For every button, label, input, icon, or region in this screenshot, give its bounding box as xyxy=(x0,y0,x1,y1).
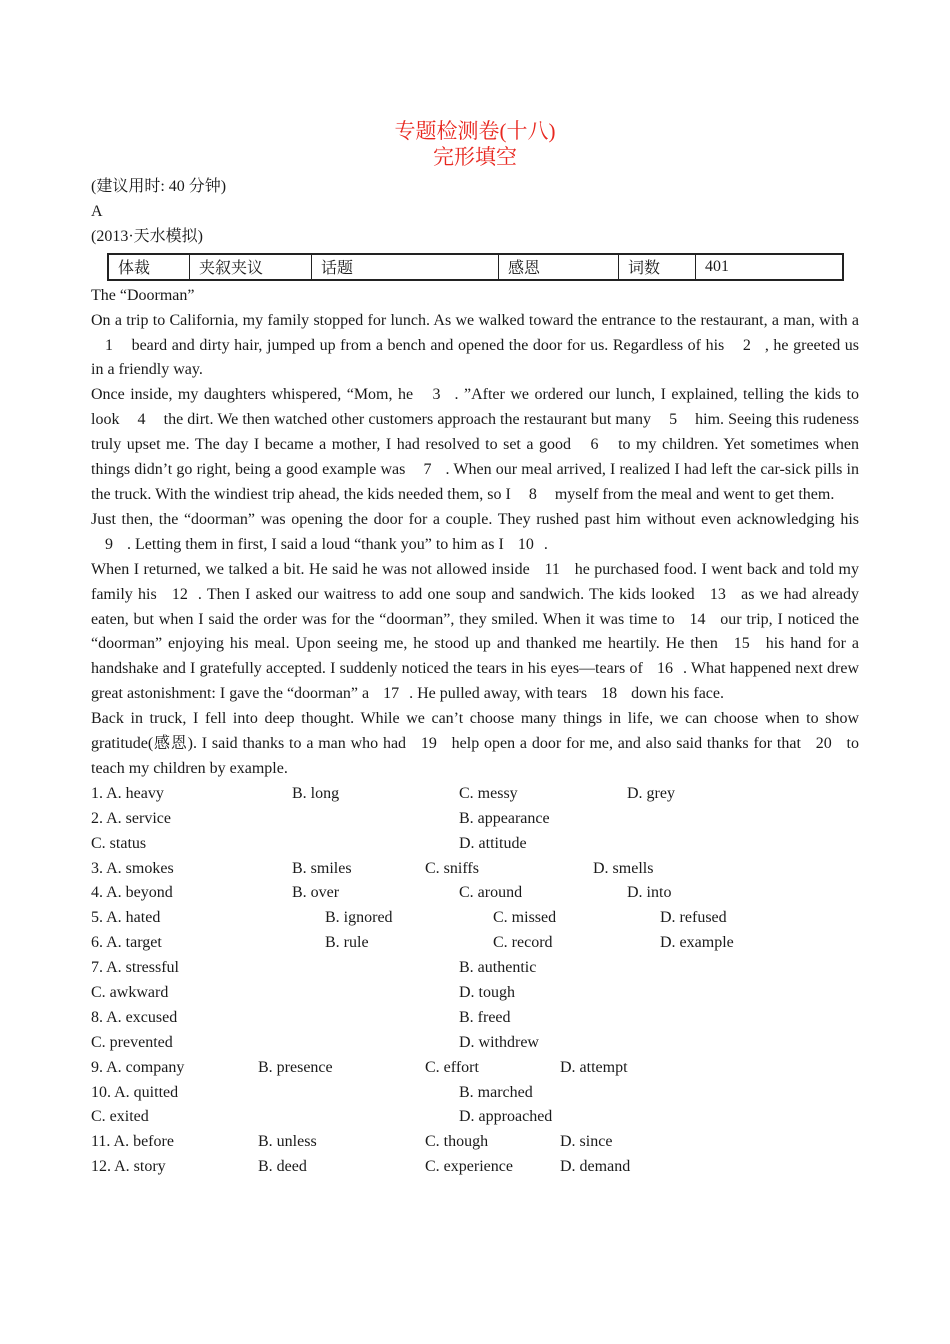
blank-number: 15 xyxy=(733,635,750,653)
option-row xyxy=(91,931,859,956)
option-choice: C. awkward xyxy=(91,983,169,1001)
option-row xyxy=(91,807,859,832)
option-row xyxy=(91,857,859,882)
blank-number: 7 xyxy=(423,461,432,479)
option-row xyxy=(91,1081,859,1106)
info-cell: 夹叙夹议 xyxy=(190,254,312,280)
passage-text: Back in truck, I fell into deep thought. While we can’t choose many things in life, we can choose when to show gratitude(感恩). I said thanks to a man who had xyxy=(91,710,859,753)
answer-options xyxy=(91,782,859,1180)
option-choice: 6. A. target xyxy=(91,934,162,952)
passage-text: On a trip to California, my family stopped for lunch. As we walked toward the entrance to the restaurant, a man, with a xyxy=(91,311,859,329)
blank-number: 13 xyxy=(709,585,726,603)
info-cell: 话题 xyxy=(312,254,499,280)
option-choice: D. approached xyxy=(459,1108,553,1126)
option-row xyxy=(91,881,859,906)
passage-text: Once inside, my daughters whispered, “Mom, he xyxy=(91,386,419,404)
option-choice: 2. A. service xyxy=(91,809,171,827)
option-choice: 8. A. excused xyxy=(91,1008,178,1026)
option-choice: B. authentic xyxy=(459,959,537,977)
option-row xyxy=(91,956,859,981)
option-choice: 1. A. heavy xyxy=(91,784,164,802)
passage xyxy=(91,309,859,782)
option-choice: 12. A. story xyxy=(91,1158,166,1176)
option-row xyxy=(91,1006,859,1031)
passage-text: to teach my children by example. xyxy=(91,735,859,777)
option-choice: C. prevented xyxy=(91,1033,173,1051)
passage-text: . When our meal arrived, I realized I had left the car-sick pills in the truck. With the windiest trip ahead, the kids needed them, so I xyxy=(91,461,859,503)
option-choice: D. attitude xyxy=(459,834,527,852)
option-choice: 9. A. company xyxy=(91,1058,185,1076)
option-choice: C. messy xyxy=(459,784,518,802)
option-row xyxy=(91,1031,859,1056)
passage-text: myself from the meal and went to get them. xyxy=(550,485,835,503)
blank-number: 18 xyxy=(601,685,618,703)
passage-text: him. Seeing this rudeness truly upset me. The day I became a mother, I had resolved to set a good xyxy=(91,411,859,454)
option-choice: C. status xyxy=(91,834,147,852)
blank-number: 12 xyxy=(171,585,188,603)
passage-text: . ”After we ordered our lunch, I explained, telling the kids to look xyxy=(91,386,859,429)
blank-number: 17 xyxy=(383,685,400,703)
blank-number: 9 xyxy=(105,535,113,553)
passage-text: Just then, the “doorman” was opening the door for a couple. They rushed past him without even acknowledging his xyxy=(91,510,859,528)
passage-text: , he greeted us in a friendly way. xyxy=(91,336,860,379)
option-choice: B. freed xyxy=(459,1008,511,1026)
option-choice: 10. A. quitted xyxy=(91,1083,179,1101)
blank-number: 10 xyxy=(517,535,534,553)
doc-subtitle: 完形填空 xyxy=(433,145,517,169)
option-row xyxy=(91,1130,859,1155)
passage-paragraph xyxy=(91,707,859,782)
document-page xyxy=(91,118,859,1180)
section-label: A xyxy=(91,202,103,220)
story-title: The “Doorman” xyxy=(91,286,195,304)
option-choice: D. tough xyxy=(459,983,515,1001)
option-choice: 3. A. smokes xyxy=(91,859,174,877)
option-choice: C. around xyxy=(459,884,523,902)
info-cell: 401 xyxy=(696,254,844,280)
doc-title: 专题检测卷(十八) xyxy=(394,119,556,143)
blank-number: 20 xyxy=(815,735,832,753)
blank-number: 19 xyxy=(420,735,437,753)
blank-number: 8 xyxy=(528,485,537,503)
passage-text: our trip, I noticed the “doorman” enjoying his meal. Upon seeing me, he stood up and thanked me heartily. He then xyxy=(91,610,860,653)
option-choice: B. appearance xyxy=(459,809,550,827)
option-choice: D. smells xyxy=(593,859,654,877)
option-choice: C. record xyxy=(493,934,553,952)
blank-number: 2 xyxy=(742,336,751,354)
option-choice: B. presence xyxy=(258,1058,333,1076)
option-choice: C. though xyxy=(425,1133,489,1151)
option-choice: 7. A. stressful xyxy=(91,959,179,977)
blank-number: 1 xyxy=(105,336,113,354)
option-choice: B. deed xyxy=(258,1158,307,1176)
option-choice: B. smiles xyxy=(292,859,352,877)
passage-text: beard and dirty hair, jumped up from a bench and opened the door for us. Regardless of his xyxy=(127,336,729,354)
option-choice: B. rule xyxy=(325,934,369,952)
option-choice: D. grey xyxy=(627,784,675,802)
info-cell: 体裁 xyxy=(108,254,190,280)
option-choice: B. ignored xyxy=(325,909,393,927)
info-cell: 词数 xyxy=(619,254,696,280)
option-choice: D. example xyxy=(660,934,734,952)
passage-text: he purchased food. I went back and told my family his xyxy=(91,560,859,603)
option-choice: C. sniffs xyxy=(425,859,479,877)
blank-number: 3 xyxy=(432,386,441,404)
passage-paragraph xyxy=(91,558,859,707)
option-row xyxy=(91,1155,859,1180)
option-choice: D. since xyxy=(560,1133,613,1151)
passage-paragraph xyxy=(91,309,859,384)
blank-number: 14 xyxy=(689,610,706,628)
passage-text: . Letting them in first, I said a loud “thank you” to him as I xyxy=(127,535,508,553)
option-choice: C. missed xyxy=(493,909,557,927)
option-choice: C. exited xyxy=(91,1108,149,1126)
option-row xyxy=(91,782,859,807)
option-row xyxy=(91,1105,859,1130)
source-note: (2013·天水模拟) xyxy=(91,227,203,245)
option-choice: B. unless xyxy=(258,1133,317,1151)
option-choice: C. effort xyxy=(425,1058,479,1076)
time-note: (建议用时: 40 分钟) xyxy=(91,178,227,195)
info-cell: 感恩 xyxy=(499,254,619,280)
passage-text: . xyxy=(543,535,548,553)
option-row xyxy=(91,906,859,931)
passage-paragraph xyxy=(91,383,859,508)
info-table xyxy=(107,253,844,281)
option-choice: B. marched xyxy=(459,1083,533,1101)
blank-number: 16 xyxy=(656,660,673,678)
passage-paragraph xyxy=(91,508,859,558)
passage-text: his hand for a handshake and I gratefully accepted. I suddenly noticed the tears in his eyes—tears of xyxy=(91,635,860,678)
blank-number: 6 xyxy=(590,436,599,454)
option-choice: 11. A. before xyxy=(91,1133,174,1151)
option-choice: D. into xyxy=(627,884,672,902)
option-choice: 4. A. beyond xyxy=(91,884,173,902)
blank-number: 4 xyxy=(137,411,146,429)
option-row xyxy=(91,832,859,857)
passage-text: as we had already eaten, but when I said the order was for the “doorman”, they smiled. When it was time to xyxy=(91,585,860,628)
passage-text: help open a door for me, and also said thanks for that xyxy=(446,735,806,753)
option-choice: C. experience xyxy=(425,1158,513,1176)
passage-text: to my children. Yet sometimes when things didn’t go right, being a good example was xyxy=(91,436,860,479)
option-choice: B. long xyxy=(292,784,340,802)
option-row xyxy=(91,981,859,1006)
blank-number: 5 xyxy=(669,411,678,429)
option-choice: B. over xyxy=(292,884,340,902)
passage-text: the dirt. We then watched other customers approach the restaurant but many xyxy=(159,411,656,429)
option-row xyxy=(91,1056,859,1081)
passage-text: . What happened next drew great astonishment: I gave the “doorman” a xyxy=(91,660,859,703)
passage-text: When I returned, we talked a bit. He said he was not allowed inside xyxy=(91,560,535,578)
option-choice: D. withdrew xyxy=(459,1033,539,1051)
passage-text: down his face. xyxy=(627,685,724,703)
option-choice: D. attempt xyxy=(560,1058,628,1076)
blank-number: 11 xyxy=(544,560,560,578)
option-choice: 5. A. hated xyxy=(91,909,161,927)
passage-text: . He pulled away, with tears xyxy=(409,685,592,703)
option-choice: D. refused xyxy=(660,909,727,927)
passage-text: . Then I asked our waitress to add one soup and sandwich. The kids looked xyxy=(197,585,700,603)
option-choice: D. demand xyxy=(560,1158,631,1176)
